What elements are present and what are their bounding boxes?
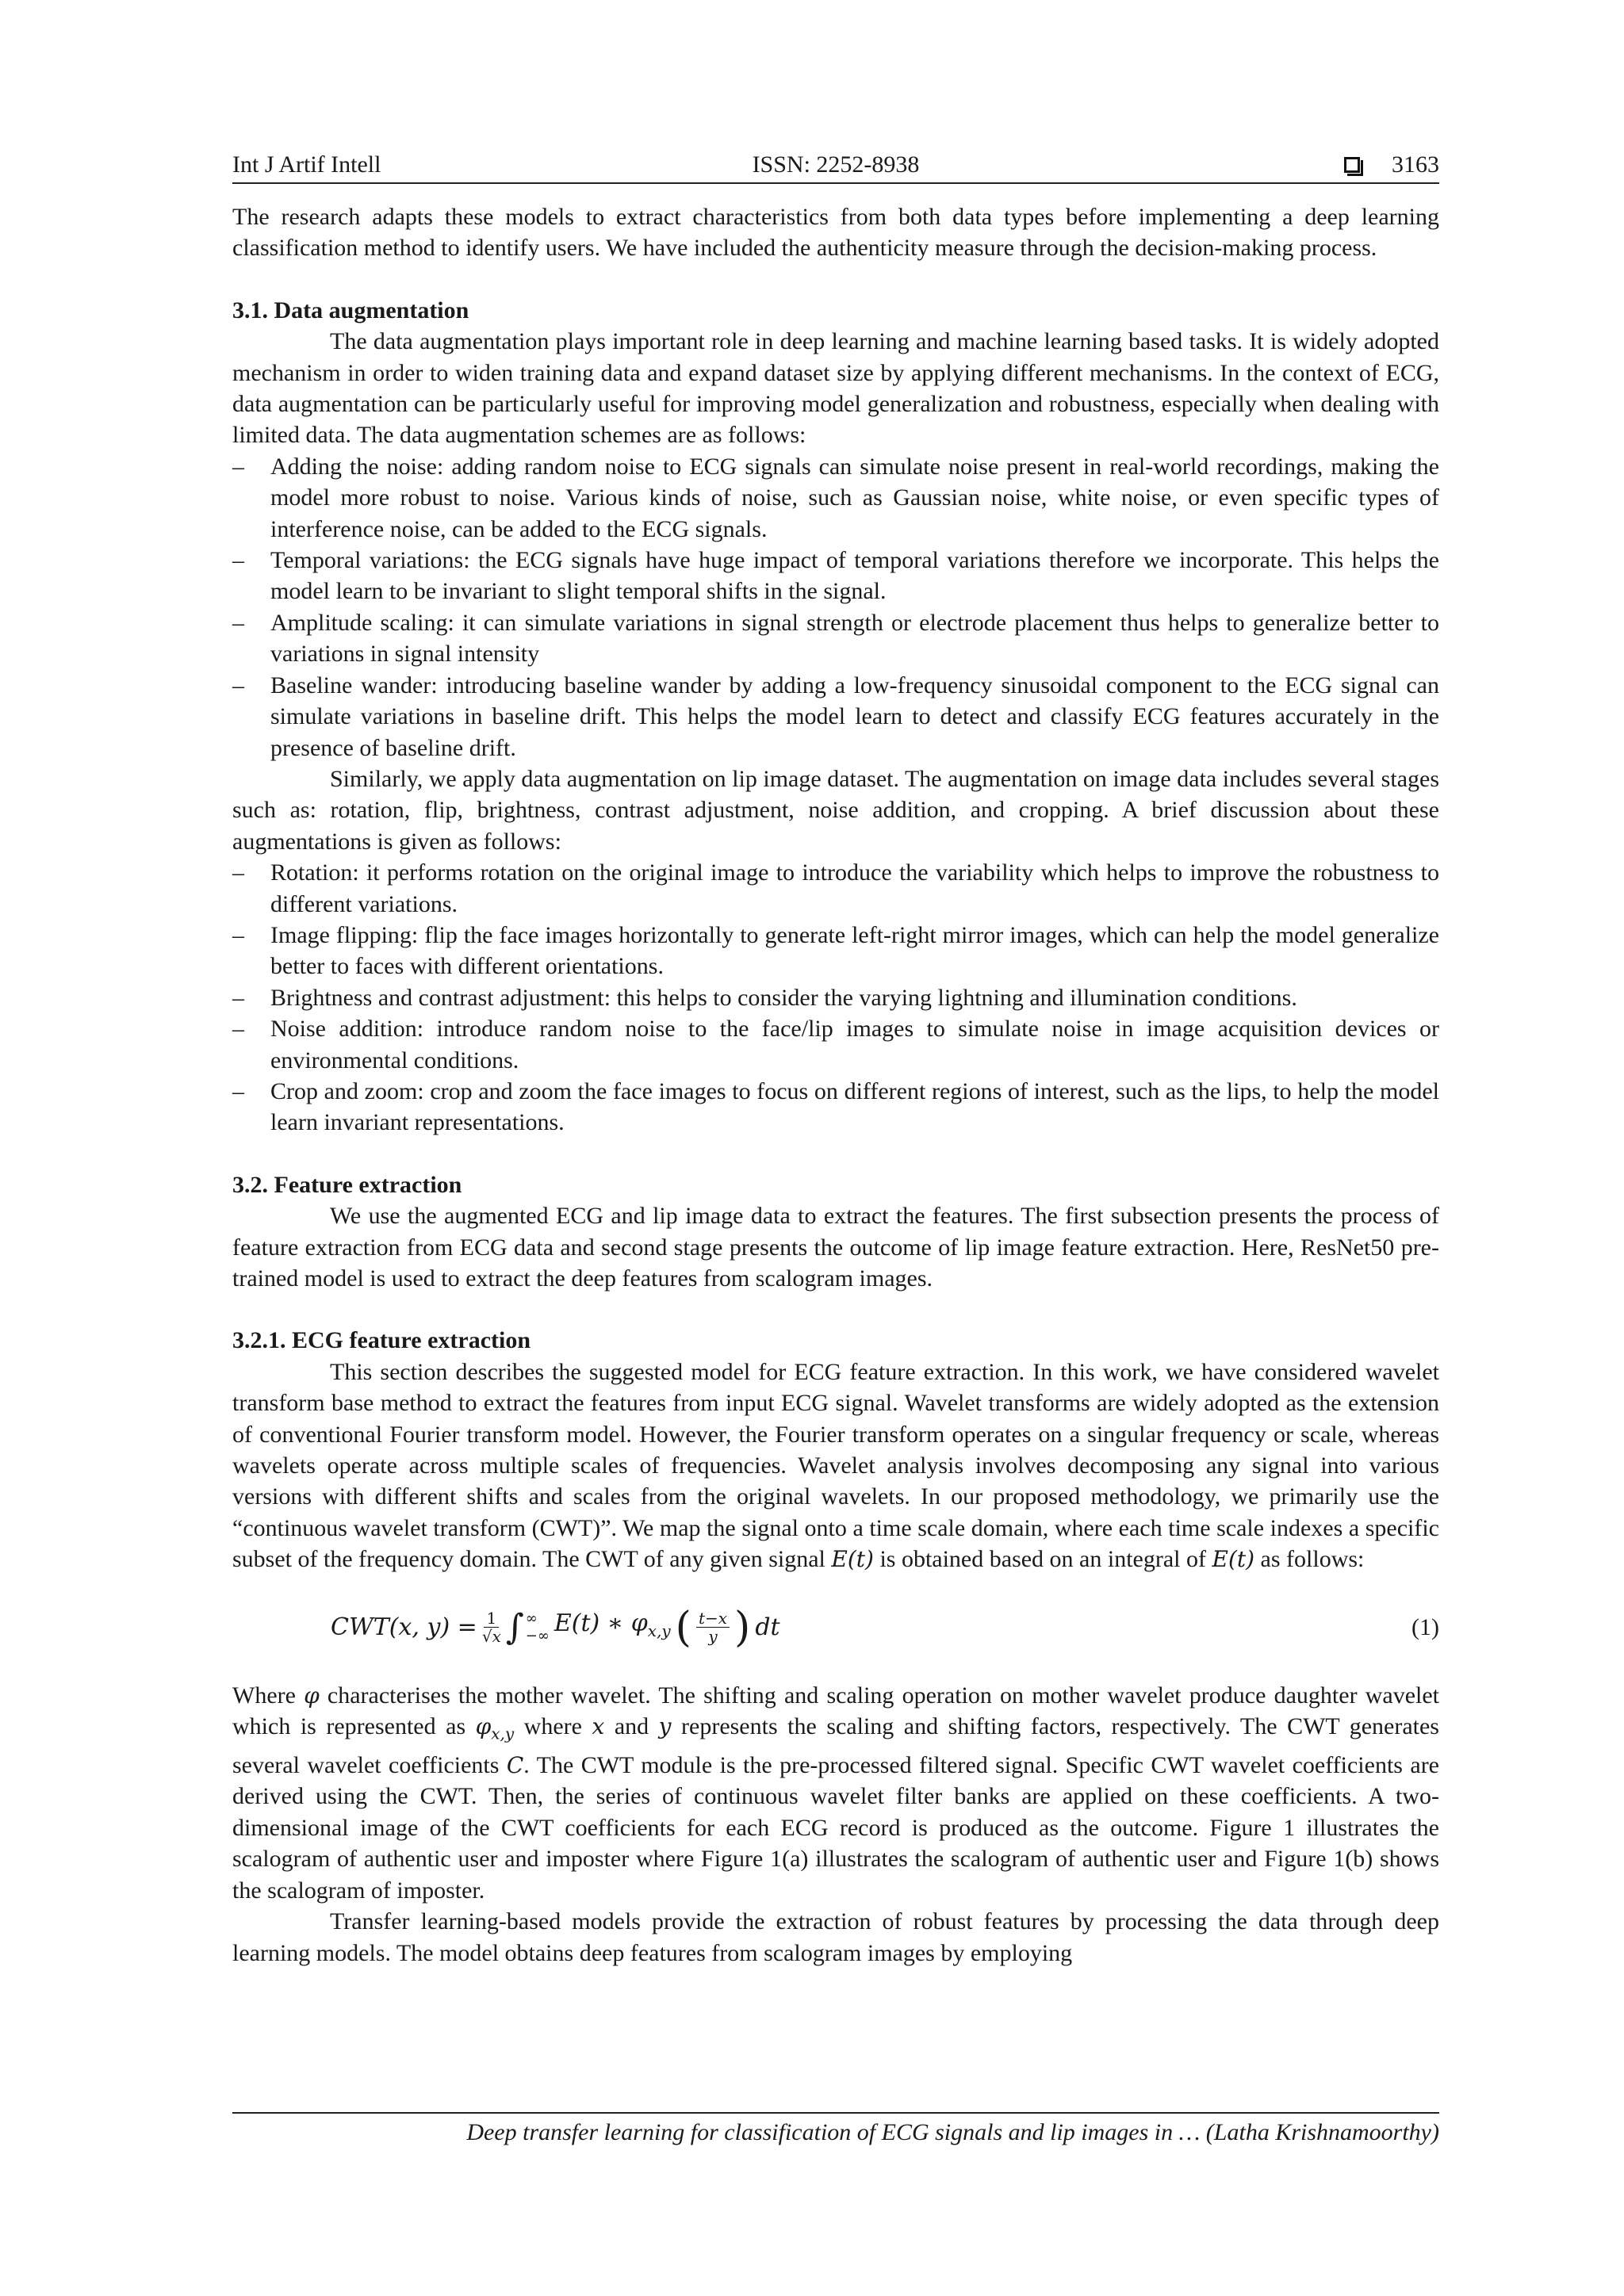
equation-number: (1) (1411, 1613, 1439, 1640)
journal-name: Int J Artif Intell (232, 151, 381, 178)
section-heading-3-2-1: 3.2.1. ECG feature extraction (232, 1327, 531, 1354)
list-item: – Rotation: it performs rotation on the original image to introduce the variability which helps to improve the robustness to different variations. (232, 857, 1439, 920)
issn: ISSN: 2252-8938 (752, 151, 920, 178)
transfer-learning-paragraph: Transfer learning-based models provide the extraction of robust features by processing the data through deep learning models. The model obtains deep features from scalogram images by employing (232, 1908, 1439, 1966)
page-number: 3163 (1392, 151, 1439, 178)
image-augmentation-list (232, 857, 1439, 1138)
list-item: – Amplitude scaling: it can simulate variations in signal strength or electrode placement thus helps to generalize better to variations in signal intensity (232, 607, 1439, 670)
augmentation-paragraph: The data augmentation plays important role in deep learning and machine learning based tasks. It is widely adopted mechanism in order to widen training data and expand dataset size by applying different mechanisms. In the context of ECG, data augmentation can be particularly useful for improving model generalization and robustness, especially when dealing with limited data. The data augmentation schemes are as follows: (232, 328, 1439, 449)
body (232, 201, 1439, 1969)
equation-1 (232, 1596, 1439, 1659)
intro-paragraph: The research adapts these models to extract characteristics from both data types before implementing a deep learning classification method to identify users. We have included the authenticity measure through the decision-making process. (232, 204, 1439, 262)
running-footer: Deep transfer learning for classification of ECG signals and lip images in … (Latha Krishnamoorthy) (232, 2112, 1439, 2147)
square-bullet-icon (1344, 157, 1360, 173)
list-item: – Image flipping: flip the face images horizontally to generate left-right mirror images, which can help the model generalize better to faces with different orientations. (232, 920, 1439, 982)
cwt-equation: CWT(x, y) = $\frac{1}{√x}$ ∫ ∞ −∞ E(t) ∗ $\varphi_{x,y}$ ( $\frac{t-x}{y}$ ) dt (331, 1603, 780, 1651)
list-item: – Baseline wander: introducing baseline wander by adding a low-frequency sinusoidal component to the ECG signal can simulate variations in baseline drift. This helps the model learn to detect and classify ECG features accurately in the presence of baseline drift. (232, 670, 1439, 763)
section-heading-3-2: 3.2. Feature extraction (232, 1171, 462, 1198)
list-item: – Adding the noise: adding random noise to ECG signals can simulate noise present in real-world recordings, making the model more robust to noise. Various kinds of noise, such as Gaussian noise, white noise, or even specific types of interference noise, can be added to the ECG signals. (232, 451, 1439, 545)
list-item: – Brightness and contrast adjustment: this helps to consider the varying lightning and illumination conditions. (232, 982, 1439, 1013)
wavelet-paragraph: Where φ characterises the mother wavelet. The shifting and scaling operation on mother wavelet produce daughter wavelet which is represented as $\varphi_{x,y}$ where x and y represents the scaling and shifting factors, respectively. The CWT generates several wavelet coefficients C. The CWT module is the pre-processed filtered signal. Specific CWT wavelet coefficients are derived using the CWT. Then, the series of continuous wavelet filter banks are applied on these coefficients. A two-dimensional image of the CWT coefficients for each ECG record is produced as the outcome. Figure 1 illustrates the scalogram of authentic user and imposter where Figure 1(a) illustrates the scalogram of authentic user and Figure 1(b) shows the scalogram of imposter. (232, 1682, 1440, 1904)
image-augmentation-paragraph: Similarly, we apply data augmentation on lip image dataset. The augmentation on image data includes several stages such as: rotation, flip, brightness, contrast adjustment, noise addition, and cropping. A brief discussion about these augmentations is given as follows: (232, 765, 1439, 855)
running-header (232, 151, 1439, 184)
page (232, 151, 1439, 1969)
list-item: – Crop and zoom: crop and zoom the face images to focus on different regions of interest, such as the lips, to help the model learn invariant representations. (232, 1076, 1439, 1138)
feature-extraction-paragraph: We use the augmented ECG and lip image data to extract the features. The first subsection presents the process of feature extraction from ECG data and second stage presents the outcome of lip image feature extraction. Here, ResNet50 pre-trained model is used to extract the deep features from scalogram images. (232, 1203, 1439, 1292)
list-item: – Noise addition: introduce random noise to the face/lip images to simulate noise in image acquisition devices or environmental conditions. (232, 1013, 1439, 1076)
list-item: – Temporal variations: the ECG signals have huge impact of temporal variations therefore we incorporate. This helps the model learn to be invariant to slight temporal shifts in the signal. (232, 545, 1439, 607)
ecg-augmentation-list (232, 451, 1439, 763)
section-heading-3-1: 3.1. Data augmentation (232, 297, 469, 323)
ecg-feature-paragraph: This section describes the suggested model for ECG feature extraction. In this work, we have considered wavelet transform base method to extract the features from input ECG signal. Wavelet transforms are widely adopted as the extension of conventional Fourier transform model. However, the Fourier transform operates on a singular frequency or scale, whereas wavelets operate across multiple scales of frequencies. Wavelet analysis involves decomposing any signal into various versions with different shifts and scales from the original wavelets. In our proposed methodology, we primarily use the “continuous wavelet transform (CWT)”. We map the signal onto a time scale domain, where each time scale indexes a specific subset of the frequency domain. The CWT of any given signal E(t) is obtained based on an integral of E(t) as follows: (232, 1358, 1439, 1573)
